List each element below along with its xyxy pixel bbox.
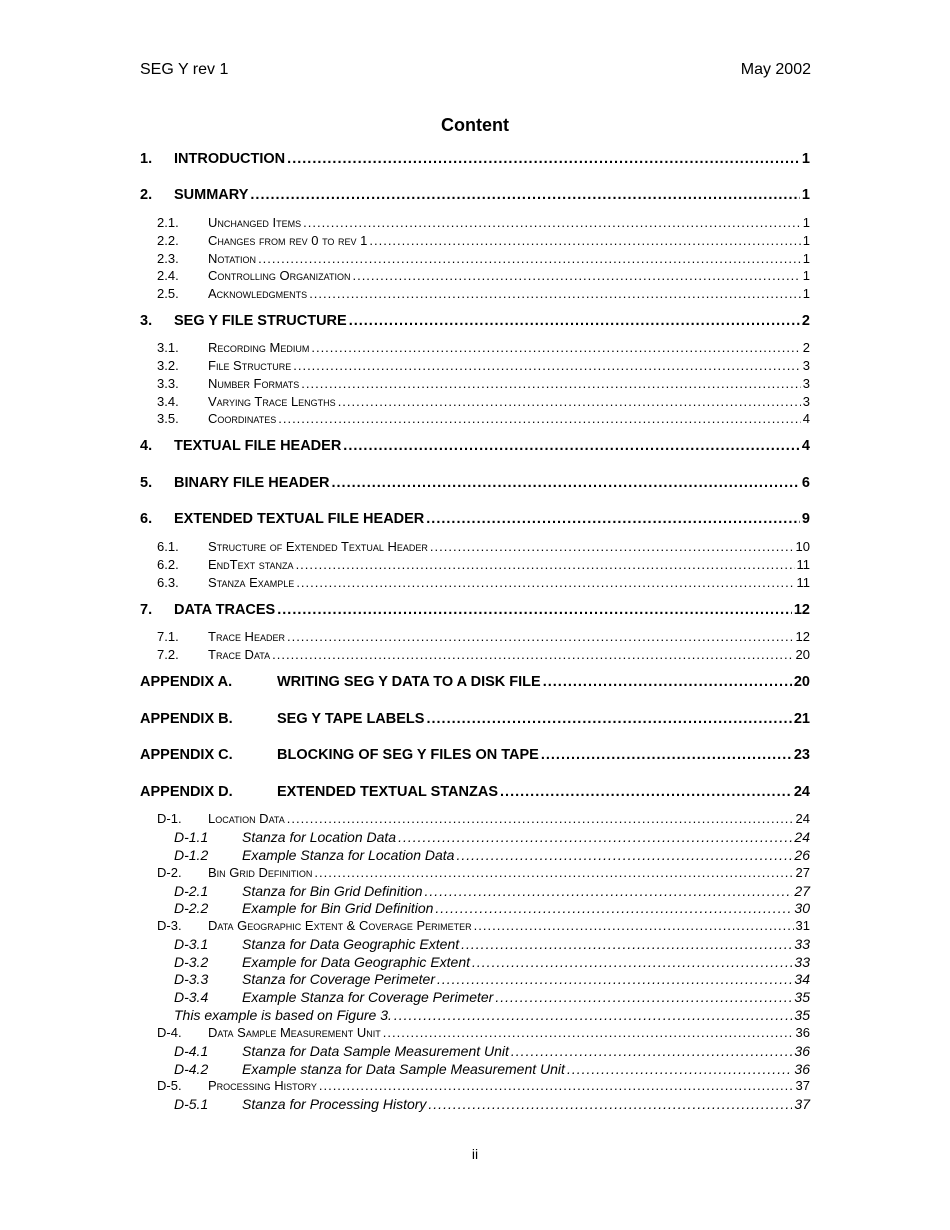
- toc-entry-title: Stanza for Data Sample Measurement Unit: [242, 1043, 509, 1059]
- toc-entry-title: Data Sample Measurement Unit: [208, 1025, 381, 1040]
- toc-dot-leader: [250, 187, 800, 203]
- toc-entry-page: 21: [793, 711, 810, 727]
- toc-entry-page: 33: [794, 954, 810, 970]
- toc-entry-number: 2.5.: [157, 286, 179, 301]
- toc-entry-number: D-3.2: [174, 954, 209, 970]
- toc-entry-page: 33: [794, 936, 810, 952]
- toc-entry-number: 6.1.: [157, 539, 179, 554]
- toc-entry-number: 3.2.: [157, 358, 179, 373]
- running-header: [140, 61, 811, 79]
- toc-entry[interactable]: [140, 847, 810, 864]
- toc-entry[interactable]: [140, 674, 810, 694]
- toc-entry[interactable]: [140, 1025, 810, 1042]
- toc-dot-leader: [258, 251, 801, 266]
- toc-entry-title: SUMMARY: [174, 187, 249, 203]
- toc-entry-number: D-3.3: [174, 971, 209, 987]
- toc-entry-title: WRITING SEG Y DATA TO A DISK FILE: [277, 674, 541, 690]
- toc-entry-title: Example for Data Geographic Extent: [242, 954, 471, 970]
- toc-entry[interactable]: [140, 711, 810, 731]
- toc-entry-page: 27: [795, 865, 810, 880]
- toc-entry-page: 31: [795, 918, 810, 933]
- toc-entry-title: Example for Bin Grid Definition: [242, 900, 434, 916]
- toc-entry[interactable]: [140, 989, 810, 1006]
- toc-entry-number: D-1.: [157, 811, 182, 826]
- toc-dot-leader: [352, 268, 800, 283]
- toc-entry[interactable]: [140, 971, 810, 988]
- toc-dot-leader: [543, 674, 792, 690]
- toc-entry-number: 2.4.: [157, 268, 179, 283]
- toc-dot-leader: [426, 711, 791, 727]
- toc-entry[interactable]: [140, 1043, 810, 1060]
- toc-dot-leader: [456, 847, 792, 863]
- toc-entry-title: EXTENDED TEXTUAL FILE HEADER: [174, 511, 425, 527]
- toc-entry-title: Stanza for Processing History: [242, 1096, 427, 1112]
- toc-entry-number: 3.1.: [157, 340, 179, 355]
- toc-entry-title: Processing History: [208, 1078, 317, 1093]
- toc-entry[interactable]: [140, 747, 810, 767]
- toc-entry-number: D-5.1: [174, 1096, 209, 1112]
- toc-entry-page: 6: [801, 475, 810, 491]
- toc-entry-page: 1: [801, 151, 810, 167]
- toc-entry-title: Data Geographic Extent & Coverage Perimeter: [208, 918, 472, 933]
- toc-entry[interactable]: [140, 438, 810, 458]
- toc-entry-page: 24: [793, 784, 810, 800]
- toc-entry-title: Bin Grid Definition: [208, 865, 313, 880]
- toc-entry-page: 35: [794, 1007, 810, 1023]
- toc-dot-leader: [425, 883, 793, 899]
- toc-entry-page: 1: [802, 268, 810, 283]
- toc-entry[interactable]: [140, 1061, 810, 1078]
- toc-entry-title: SEG Y FILE STRUCTURE: [174, 313, 347, 329]
- toc-entry-page: 10: [795, 539, 810, 554]
- toc-entry[interactable]: [140, 811, 810, 828]
- toc-entry[interactable]: [140, 411, 810, 428]
- toc-entry-title: INTRODUCTION: [174, 151, 286, 167]
- toc-entry-title: Number Formats: [208, 376, 300, 391]
- toc-entry-title: Stanza for Bin Grid Definition: [242, 883, 423, 899]
- toc-entry-page: 20: [795, 647, 810, 662]
- toc-entry-page: 2: [801, 313, 810, 329]
- toc-entry-page: 23: [793, 747, 810, 763]
- toc-entry-page: 37: [795, 1078, 810, 1093]
- toc-entry[interactable]: [140, 394, 810, 411]
- toc-entry[interactable]: [140, 151, 810, 171]
- toc-dot-leader: [272, 647, 793, 662]
- toc-entry-title: Trace Data: [208, 647, 271, 662]
- toc-entry-number: D-2.1: [174, 883, 209, 899]
- toc-entry-title: Trace Header: [208, 629, 285, 644]
- toc-entry-title: BLOCKING OF SEG Y FILES ON TAPE: [277, 747, 539, 763]
- toc-entry-title: Unchanged Items: [208, 215, 302, 230]
- header-document-id: SEG Y rev 1: [140, 61, 229, 78]
- toc-entry-page: 36: [794, 1043, 810, 1059]
- toc-entry-title: Stanza for Data Geographic Extent: [242, 936, 460, 952]
- toc-entry-page: 34: [794, 971, 810, 987]
- toc-entry-title: Changes from rev 0 to rev 1: [208, 233, 368, 248]
- toc-entry-title: Example Stanza for Coverage Perimeter: [242, 989, 494, 1005]
- toc-entry-page: 4: [801, 438, 810, 454]
- toc-dot-leader: [349, 313, 800, 329]
- toc-entry-title: Acknowledgments: [208, 286, 308, 301]
- toc-entry-page: 30: [794, 900, 810, 916]
- toc-entry-page: 4: [802, 411, 810, 426]
- toc-dot-leader: [287, 151, 800, 167]
- toc-dot-leader: [338, 394, 801, 409]
- toc-entry-page: 36: [794, 1061, 810, 1077]
- toc-entry-title: Example Stanza for Location Data: [242, 847, 455, 863]
- toc-dot-leader: [309, 286, 801, 301]
- toc-entry-number: D-1.1: [174, 829, 209, 845]
- toc-entry-page: 1: [802, 215, 810, 230]
- toc-dot-leader: [293, 358, 801, 373]
- toc-entry-title: File Structure: [208, 358, 292, 373]
- toc-dot-leader: [332, 475, 800, 491]
- toc-entry-page: 36: [795, 1025, 810, 1040]
- toc-entry-title: SEG Y TAPE LABELS: [277, 711, 425, 727]
- toc-entry-title: EndText stanza: [208, 557, 294, 572]
- toc-dot-leader: [437, 971, 792, 987]
- toc-dot-leader: [314, 865, 793, 880]
- toc-entry[interactable]: [140, 918, 810, 935]
- toc-dot-leader: [428, 1096, 792, 1112]
- toc-dot-leader: [500, 784, 792, 800]
- toc-dot-leader: [398, 829, 792, 845]
- toc-entry-number: APPENDIX B.: [140, 711, 233, 727]
- toc-entry-title: DATA TRACES: [174, 602, 276, 618]
- toc-entry-number: 3.3.: [157, 376, 179, 391]
- toc-entry[interactable]: [140, 340, 810, 357]
- toc-entry[interactable]: [140, 575, 810, 592]
- toc-entry-number: 7.2.: [157, 647, 179, 662]
- toc-entry-number: 6.: [140, 511, 153, 527]
- toc-entry-number: D-2.2: [174, 900, 209, 916]
- toc-entry-number: 2.2.: [157, 233, 179, 248]
- toc-entry-number: 2.3.: [157, 251, 179, 266]
- toc-entry[interactable]: [140, 900, 810, 917]
- toc-entry-number: D-3.1: [174, 936, 209, 952]
- toc-entry-page: 12: [795, 629, 810, 644]
- toc-dot-leader: [461, 936, 792, 952]
- toc-entry-number: 3.4.: [157, 394, 179, 409]
- toc-entry-number: APPENDIX A.: [140, 674, 233, 690]
- toc-dot-leader: [435, 900, 792, 916]
- toc-entry-number: D-4.: [157, 1025, 182, 1040]
- toc-entry-number: D-2.: [157, 865, 182, 880]
- toc-entry[interactable]: [140, 233, 810, 250]
- toc-entry-title: BINARY FILE HEADER: [174, 475, 330, 491]
- toc-entry-title: Stanza for Coverage Perimeter: [242, 971, 435, 987]
- toc-entry-title: Recording Medium: [208, 340, 310, 355]
- toc-entry-number: 7.: [140, 602, 153, 618]
- toc-entry-page: 3: [802, 358, 810, 373]
- toc-dot-leader: [301, 376, 800, 391]
- toc-entry[interactable]: [140, 475, 810, 495]
- toc-dot-leader: [541, 747, 792, 763]
- toc-entry-number: D-3.: [157, 918, 182, 933]
- toc-entry-title: This example is based on Figure 3.: [174, 1007, 392, 1023]
- toc-entry-number: 2.1.: [157, 215, 179, 230]
- toc-entry[interactable]: [140, 557, 810, 574]
- toc-entry-page: 24: [795, 811, 810, 826]
- toc-dot-leader: [369, 233, 800, 248]
- page-title: Content: [441, 115, 509, 135]
- toc-entry[interactable]: [140, 511, 810, 531]
- toc-entry[interactable]: [140, 936, 810, 953]
- toc-entry-page: 2: [802, 340, 810, 355]
- toc-dot-leader: [343, 438, 800, 454]
- toc-entry[interactable]: [140, 215, 810, 232]
- toc-entry-title: TEXTUAL FILE HEADER: [174, 438, 342, 454]
- toc-entry[interactable]: [140, 602, 810, 622]
- toc-entry[interactable]: [140, 784, 810, 804]
- toc-entry-number: 3.5.: [157, 411, 179, 426]
- toc-entry-number: D-1.2: [174, 847, 209, 863]
- toc-entry[interactable]: [140, 313, 810, 333]
- toc-entry[interactable]: [140, 647, 810, 664]
- toc-entry[interactable]: [140, 268, 810, 285]
- toc-entry-title: Varying Trace Lengths: [208, 394, 336, 409]
- toc-entry-title: Stanza Example: [208, 575, 295, 590]
- toc-entry-page: 1: [802, 233, 810, 248]
- toc-entry[interactable]: [140, 251, 810, 268]
- toc-entry-number: 1.: [140, 151, 153, 167]
- toc-entry[interactable]: [140, 829, 810, 846]
- toc-entry[interactable]: [140, 629, 810, 646]
- toc-entry[interactable]: [140, 1096, 810, 1113]
- toc-dot-leader: [430, 539, 794, 554]
- toc-entry-page: 3: [802, 376, 810, 391]
- toc-entry-page: 37: [794, 1096, 810, 1112]
- toc-entry-page: 12: [793, 602, 810, 618]
- toc-dot-leader: [311, 340, 800, 355]
- toc-dot-leader: [296, 557, 795, 572]
- toc-entry[interactable]: [140, 1078, 810, 1095]
- toc-entry[interactable]: [140, 539, 810, 556]
- toc-entry-number: 6.3.: [157, 575, 179, 590]
- toc-entry-number: 7.1.: [157, 629, 179, 644]
- toc-entry-number: D-4.1: [174, 1043, 209, 1059]
- toc-entry-title: Coordinates: [208, 411, 277, 426]
- toc-dot-leader: [495, 989, 792, 1005]
- page-number: ii: [471, 1146, 479, 1162]
- toc-dot-leader: [303, 215, 801, 230]
- toc-entry-page: 24: [794, 829, 810, 845]
- toc-entry-page: 35: [794, 989, 810, 1005]
- toc-entry-number: 6.2.: [157, 557, 179, 572]
- toc-entry-page: 11: [796, 557, 810, 572]
- toc-dot-leader: [474, 918, 794, 933]
- toc-entry-page: 20: [793, 674, 810, 690]
- toc-dot-leader: [319, 1078, 794, 1093]
- toc-entry-number: D-5.: [157, 1078, 182, 1093]
- toc-entry-page: 11: [796, 575, 810, 590]
- toc-entry-number: 5.: [140, 475, 153, 491]
- toc-entry-number: 3.: [140, 313, 153, 329]
- toc-entry-title: Location Data: [208, 811, 285, 826]
- toc-entry-page: 1: [801, 187, 810, 203]
- toc-entry[interactable]: [140, 954, 810, 971]
- toc-dot-leader: [287, 629, 794, 644]
- toc-entry[interactable]: [140, 883, 810, 900]
- toc-dot-leader: [567, 1061, 792, 1077]
- toc-entry-title: Stanza for Location Data: [242, 829, 397, 845]
- toc-entry-number: 4.: [140, 438, 153, 454]
- toc-entry-page: 1: [802, 286, 810, 301]
- toc-entry-title: Example stanza for Data Sample Measurement Unit: [242, 1061, 565, 1077]
- toc-entry-title: EXTENDED TEXTUAL STANZAS: [277, 784, 499, 800]
- toc-entry[interactable]: [140, 187, 810, 207]
- toc-entry-page: 9: [801, 511, 810, 527]
- toc-dot-leader: [296, 575, 794, 590]
- toc-entry-page: 26: [794, 847, 810, 863]
- toc-entry-title: Notation: [208, 251, 257, 266]
- toc-dot-leader: [287, 811, 794, 826]
- toc-dot-leader: [278, 411, 801, 426]
- toc-entry-page: 3: [802, 394, 810, 409]
- toc-dot-leader: [394, 1007, 793, 1023]
- toc-entry-page: 27: [794, 883, 810, 899]
- toc-dot-leader: [383, 1025, 794, 1040]
- toc-entry-title: Controlling Organization: [208, 268, 351, 283]
- toc-entry-number: APPENDIX D.: [140, 784, 233, 800]
- toc-dot-leader: [472, 954, 792, 970]
- toc-dot-leader: [426, 511, 800, 527]
- toc-entry-number: APPENDIX C.: [140, 747, 233, 763]
- toc-entry[interactable]: [140, 286, 810, 303]
- toc-entry-title: Structure of Extended Textual Header: [208, 539, 428, 554]
- toc-entry-number: 2.: [140, 187, 153, 203]
- toc-entry[interactable]: [140, 1007, 810, 1024]
- toc-entry[interactable]: [140, 376, 810, 393]
- header-date: May 2002: [740, 61, 811, 78]
- toc-entry[interactable]: [140, 358, 810, 375]
- toc-entry[interactable]: [140, 865, 810, 882]
- toc-dot-leader: [511, 1043, 793, 1059]
- toc-entry-page: 1: [802, 251, 810, 266]
- toc-dot-leader: [277, 602, 792, 618]
- toc-entry-number: D-4.2: [174, 1061, 209, 1077]
- toc-entry-number: D-3.4: [174, 989, 209, 1005]
